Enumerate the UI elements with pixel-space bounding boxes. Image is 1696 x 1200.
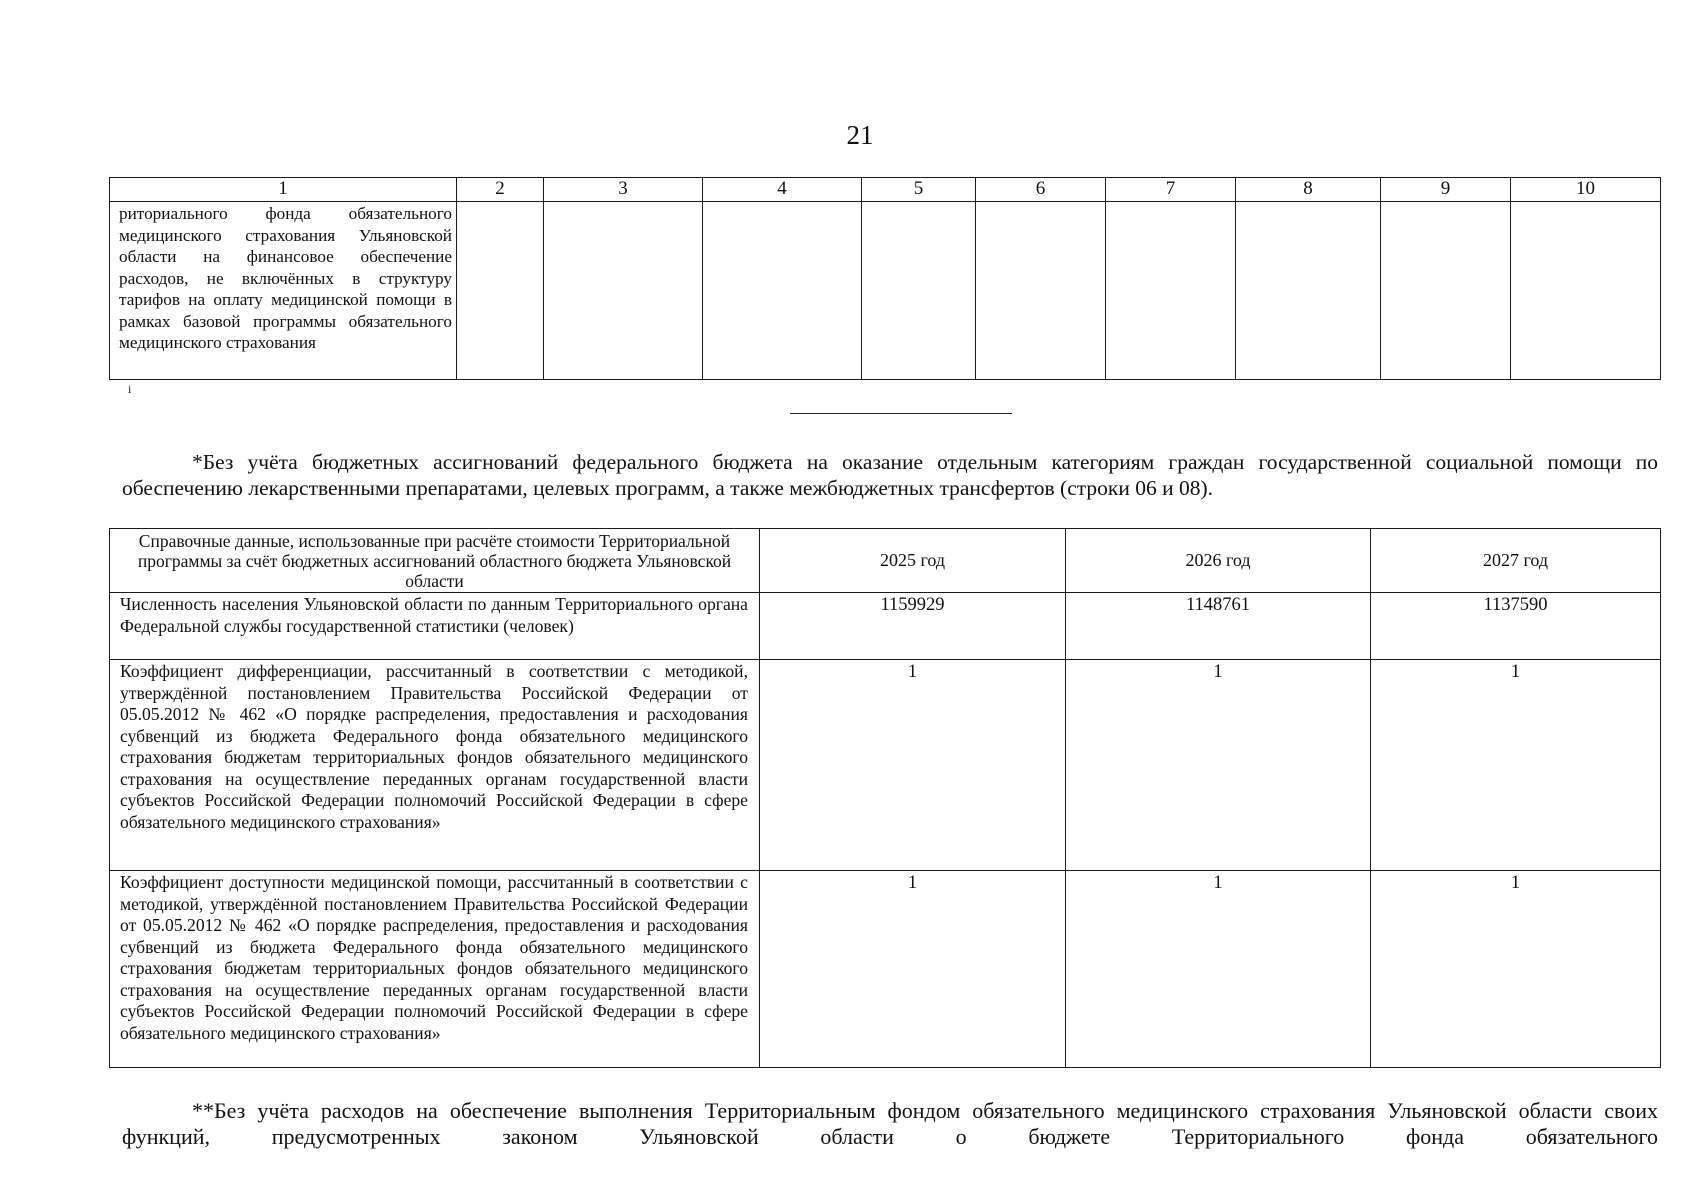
- value-cell: 1: [1066, 660, 1371, 871]
- column-number: 7: [1106, 178, 1236, 202]
- empty-cell: [1511, 202, 1661, 380]
- column-number: 9: [1381, 178, 1511, 202]
- empty-cell: [1381, 202, 1511, 380]
- row-description: Численность населения Ульяновской области по данным Территориального органа Федеральной службы государственной статистики (человек): [110, 593, 760, 660]
- column-number: 5: [862, 178, 976, 202]
- column-number: 6: [976, 178, 1106, 202]
- reference-data-table: [109, 528, 1661, 1068]
- empty-cell: [862, 202, 976, 380]
- value-cell: 1148761: [1066, 593, 1371, 660]
- empty-cell: [1236, 202, 1381, 380]
- empty-cell: [1106, 202, 1236, 380]
- value-cell: 1: [1371, 871, 1661, 1068]
- page-number: 21: [846, 120, 874, 150]
- table-header-row: [110, 178, 1661, 202]
- row-description: Коэффициент дифференциации, рассчитанный в соответствии с методикой, утверждённой постановлением Правительства Российской Федерации от 05.05.2012 № 462 «О порядке распределения, предоставления и расходования субвенций из бюджета Федерального фонда обязательного медицинского страхования бюджетам территориальных фондов обязательного медицинского страхования на осуществление переданных органам государственной власти субъектов Российской Федерации полномочий Российской Федерации в сфере обязательного медицинского страхования»: [110, 660, 760, 871]
- empty-cell: [703, 202, 862, 380]
- footnote-budget: *Без учёта бюджетных ассигнований федерального бюджета на оказание отдельным категориям граждан государственной социальной помощи по обеспечению лекарственными препаратами, целевых программ, а также межбюджетных трансфертов (строки 06 и 08).: [122, 450, 1658, 500]
- value-cell: 1137590: [1371, 593, 1661, 660]
- value-cell: 1: [1066, 871, 1371, 1068]
- stray-mark: i: [128, 382, 132, 396]
- row-description: Коэффициент доступности медицинской помощи, рассчитанный в соответствии с методикой, утверждённой постановлением Правительства Российской Федерации от 05.05.2012 № 462 «О порядке распределения, предоставления и расходования субвенций из бюджета Федерального фонда обязательного медицинского страхования бюджетам территориальных фондов обязательного медицинского страхования на осуществление переданных органам государственной власти субъектов Российской Федерации полномочий Российской Федерации в сфере обязательного медицинского страхования»: [110, 871, 760, 1068]
- column-number: 1: [110, 178, 457, 202]
- year-header: 2026 год: [1066, 529, 1371, 593]
- empty-cell: [457, 202, 544, 380]
- year-header: 2027 год: [1371, 529, 1661, 593]
- column-number: 2: [457, 178, 544, 202]
- table-row: [110, 593, 1661, 660]
- continuation-table: [109, 177, 1661, 380]
- table-row: [110, 202, 1661, 380]
- header-description: Справочные данные, использованные при расчёте стоимости Территориальной программы за счёт бюджетных ассигнований областного бюджета Ульяновской области: [110, 529, 760, 593]
- column-number: 10: [1511, 178, 1661, 202]
- row-description: риториального фонда обязательного медицинского страхования Ульяновской области на финансовое обеспечение расходов, не включённых в структуру тарифов на оплату медицинской помощи в рамках базовой программы обязательного медицинского страхования: [110, 202, 457, 380]
- table-row: [110, 871, 1661, 1068]
- empty-cell: [976, 202, 1106, 380]
- footnote-divider: [790, 413, 1012, 414]
- column-number: 8: [1236, 178, 1381, 202]
- footnote-expenses: **Без учёта расходов на обеспечение выполнения Территориальным фондом обязательного медицинского страхования Ульяновской области своих функций, предусмотренных законом Ульяновской области о бюджете Территориального фонда обязательного: [122, 1098, 1658, 1149]
- empty-cell: [544, 202, 703, 380]
- table-header-row: [110, 529, 1661, 593]
- value-cell: 1: [760, 660, 1066, 871]
- year-header: 2025 год: [760, 529, 1066, 593]
- column-number: 4: [703, 178, 862, 202]
- table-row: [110, 660, 1661, 871]
- value-cell: 1: [760, 871, 1066, 1068]
- value-cell: 1159929: [760, 593, 1066, 660]
- value-cell: 1: [1371, 660, 1661, 871]
- column-number: 3: [544, 178, 703, 202]
